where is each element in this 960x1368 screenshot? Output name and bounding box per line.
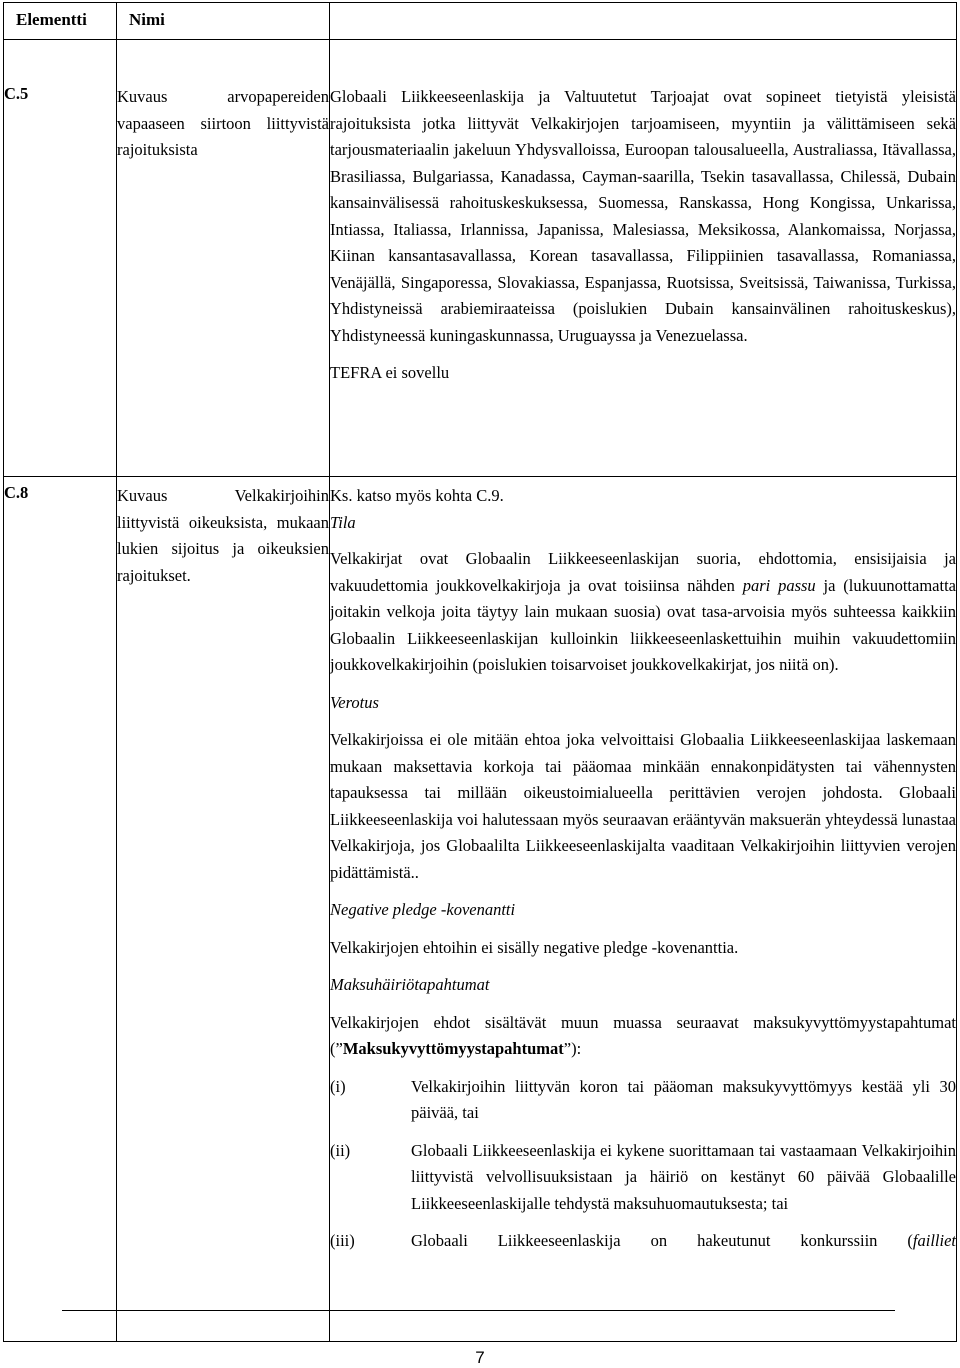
list-item (330, 1138, 956, 1218)
summary-table (3, 2, 957, 1342)
cross-reference: Ks. katso myös kohta C.9. (330, 486, 504, 505)
text-span: Velkakirjat ovat Globaalin Liikkeeseenlaskijan suoria, ehdottomia, ensisijaisia ja vakuudettomia joukkovelkakirjoja ja ovat toisiinsa nähden (330, 549, 956, 595)
section-heading-verotus: Verotus (330, 692, 379, 712)
list-item-number: (iii) (330, 1231, 355, 1250)
header-element-cell (4, 3, 117, 40)
list-item-number: (i) (330, 1076, 346, 1096)
bold-term: Maksukyvyttömyystapahtumat (342, 1039, 564, 1058)
emphasis-span: pari passu (742, 575, 816, 595)
header-name-cell (117, 3, 330, 40)
name-cell (117, 477, 330, 1342)
element-cell (4, 477, 117, 1342)
header-element-label: Elementti (16, 10, 87, 29)
list-item-number: (ii) (330, 1140, 351, 1160)
element-code: C.5 (4, 84, 29, 103)
paragraph: Globaali Liikkeeseenlaskija ja Valtuutetut Tarjoajat ovat sopineet tietyistä yleisistä rajoituksista jotka liittyvät Velkakirjojen tarjoamiseen, myyntiin ja välittämiseen sekä tarjousmateriaalin jakeluun Yhdysvalloissa, Euroopan talousalueella, Australiassa, Itävallassa, Brasiliassa, Bulgariassa, Kanadassa, Cayman-saarilla, Tsekin tasavallassa, Chilessä, Dubain kansainvälisessä rahoituskeskuksessa, Suomessa, Ranskassa, Hong Kongissa, Unkarissa, Intiassa, Italiassa, Irlannissa, Japanissa, Malesiassa, Meksikossa, Alankomaissa, Norjassa, Kiinan kansantasavallassa, Korean tasavallassa, Filippiinien tasavallassa, Romaniassa, Venäjällä, Singaporessa, Slovakiassa, Espanjassa, Ruotsissa, Sveitsissä, Taiwanissa, Turkissa, Yhdistyneissä arabiemiraateissa (poislukien Dubain kansainvälinen rahoituskeskus), Yhdistyneessä kuningaskunnassa, Uruguayssa ja Venezuelassa. (330, 87, 956, 345)
page-number: 7 (475, 1348, 485, 1367)
text-span: Globaali Liikkeeseenlaskija on hakeutunut konkurssiin ( (411, 1231, 913, 1250)
tila-paragraph (330, 546, 956, 679)
footer-divider (62, 1310, 895, 1311)
section-heading-negative-pledge: Negative pledge -kovenantti (330, 900, 516, 919)
paragraph: TEFRA ei sovellu (330, 363, 450, 382)
list-item-text (411, 1228, 956, 1255)
section-heading-maksuhairio: Maksuhäiriötapahtumat (330, 975, 490, 994)
element-name: Kuvaus arvopapereiden vapaaseen siirtoon liittyvistä rajoituksista (117, 87, 329, 159)
element-code: C.8 (4, 483, 29, 502)
table-row (4, 40, 957, 477)
element-cell (4, 40, 117, 477)
negative-pledge-paragraph: Velkakirjojen ehtoihin ei sisälly negative pledge -kovenanttia. (330, 937, 739, 957)
section-heading-tila: Tila (330, 512, 356, 532)
name-cell (117, 40, 330, 477)
emphasis-span: failliet (912, 1231, 956, 1250)
verotus-paragraph: Velkakirjoissa ei ole mitään ehtoa joka velvoittaisi Globaalia Liikkeeseenlaskijaa laskemaan mukaan maksettavia korkoja tai pääomaa minkään ennakonpidätysten tai vähennysten tapauksessa tai millään oikeustoimialueella perittävien verojen johdosta. Globaali Liikkeeseenlaskija voi halutessaan myös seuraavan erääntyvän maksuerän yhteydessä lunastaa Velkakirjoja, jos Globaalilta Liikkeeseenlaskijalta vaaditaan Velkakirjoihin liittyvien verojen pidättämistä.. (330, 730, 956, 882)
header-blank-cell (330, 3, 957, 40)
content-cell (330, 477, 957, 1342)
table-row (4, 477, 957, 1342)
event-list (330, 1074, 956, 1255)
list-item-text: Globaali Liikkeeseenlaskija ei kykene suorittamaan tai vastaamaan Velkakirjoihin liittyvistä velvollisuuksistaan ja häiriö on kestänyt 60 päivää Globaalille Liikkeeseenlaskijalle tehdystä maksuhuomautuksesta; tai (411, 1140, 956, 1213)
list-item-text: Velkakirjoihin liittyvän koron tai pääoman maksukyvyttömyys kestää yli 30 päivää, tai (411, 1076, 956, 1122)
text-span: ja (lukuunottamatta joitakin velkoja joita täytyy lain mukaan suosia) ovat tasa-arvoisia myös suhteessa kaikkiin Globaalin Liikkeeseenlaskijan kulloinkin liikkeeseenlaskettuihin muihin vakuudettomiin joukkovelkakirjoihin (poislukien toisarvoiset joukkovelkakirjat, jos niitä on). (330, 575, 956, 674)
list-item (330, 1074, 956, 1127)
content-cell (330, 40, 957, 477)
list-item (330, 1228, 956, 1255)
header-name-label: Nimi (129, 10, 165, 29)
text-span: Velkakirjojen ehdot sisältävät muun muassa seuraavat maksukyvyttömyystapahtumat (” (330, 1012, 956, 1058)
table-header-row (4, 3, 957, 40)
maksuhairio-paragraph (330, 1010, 956, 1063)
text-span: ”): (563, 1039, 582, 1058)
element-name: Kuvaus Velkakirjoihin liittyvistä oikeuksista, mukaan lukien sijoitus ja oikeuksien rajoitukset. (117, 486, 329, 585)
